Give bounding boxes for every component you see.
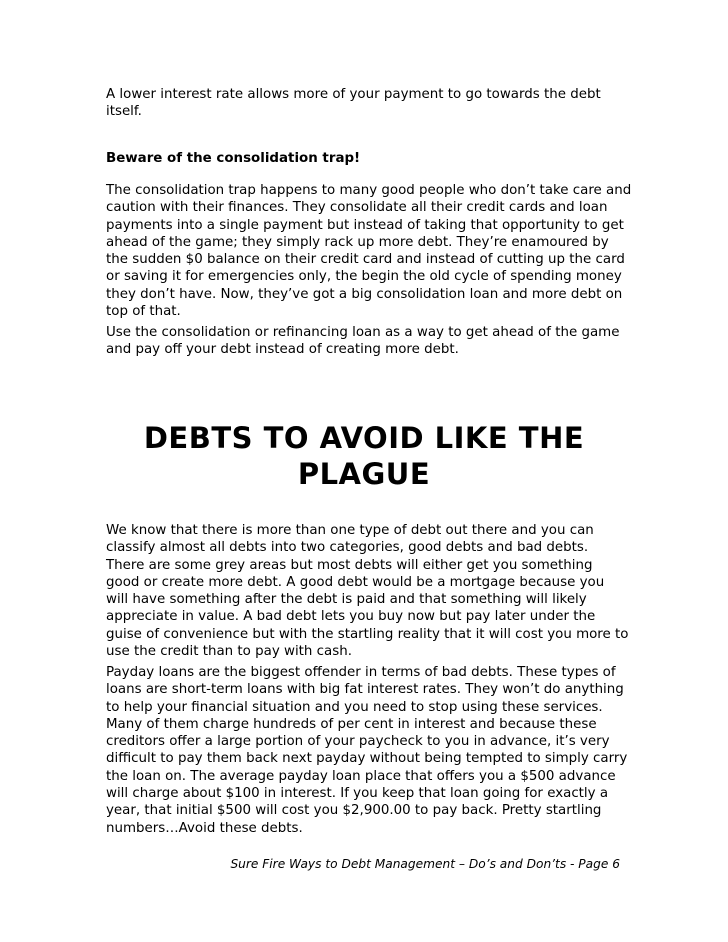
text-line: will have something after the debt is paid and that something will likely: [106, 592, 587, 608]
text-line: to help your financial situation and you need to stop using these services.: [106, 699, 603, 715]
heading-line: PLAGUE: [297, 457, 431, 491]
text-line: ahead of the game; they simply rack up more debt. They’re enamoured by: [106, 234, 609, 250]
text-line: A lower interest rate allows more of your payment to go towards the debt: [106, 87, 601, 102]
text-line: the loan on. The average payday loan place that offers you a $500 advance: [106, 768, 616, 784]
text-line: There are some grey areas but most debts will either get you something: [106, 557, 593, 573]
page-footer: Sure Fire Ways to Debt Management – Do’s and Don’ts - Page 6: [230, 857, 620, 871]
text-line: top of that.: [106, 304, 181, 320]
text-line: caution with their finances. They consolidate all their credit cards and loan: [106, 200, 608, 216]
text-line: Payday loans are the biggest offender in terms of bad debts. These types of: [106, 665, 616, 680]
text-line: use the credit than to pay with cash.: [106, 644, 352, 660]
text-line: numbers…Avoid these debts.: [106, 820, 303, 836]
text-line: difficult to pay them back next payday without being tempted to simply carry: [106, 751, 628, 767]
text-line: creditors offer a large portion of your paycheck to you in advance, it’s very: [106, 734, 610, 750]
text-line: loans are short-term loans with big fat interest rates. They won’t do anything: [106, 682, 624, 698]
text-line: they don’t have. Now, they’ve got a big consolidation loan and more debt on: [106, 286, 623, 302]
text-line: Many of them charge hundreds of per cent in interest and because these: [106, 716, 597, 732]
text-line: The consolidation trap happens to many good people who don’t take care and: [106, 183, 632, 198]
text-line: itself.: [106, 104, 142, 120]
text-line: will charge about $100 in interest. If you keep that loan going for exactly a: [106, 786, 609, 802]
subheading-consolidation-trap: Beware of the consolidation trap!: [106, 151, 361, 166]
text-line: guise of convenience but with the startling reality that it will cost you more to: [106, 626, 629, 642]
text-line: appreciate in value. A bad debt lets you buy now but pay later under the: [106, 609, 596, 625]
text-line: payments into a single payment but instead of taking that opportunity to get: [106, 217, 624, 233]
text-line: We know that there is more than one type of debt out there and you can: [106, 523, 594, 538]
heading-line: DEBTS TO AVOID LIKE THE: [143, 421, 585, 455]
paragraph-consolidation-trap: [106, 182, 632, 320]
section-heading-debts-to-avoid: [0, 420, 728, 492]
paragraph-payday-loans: [106, 664, 626, 837]
paragraph-refinancing: [106, 324, 626, 359]
paragraph-interest-rate: [106, 86, 626, 121]
text-line: or saving it for emergencies only, the begin the old cycle of spending money: [106, 269, 622, 285]
text-line: Use the consolidation or refinancing loan as a way to get ahead of the game: [106, 325, 620, 340]
text-line: good or create more debt. A good debt would be a mortgage because you: [106, 574, 605, 590]
text-line: and pay off your debt instead of creating more debt.: [106, 342, 459, 358]
text-line: classify almost all debts into two categories, good debts and bad debts.: [106, 540, 589, 556]
text-line: the sudden $0 balance on their credit card and instead of cutting up the card: [106, 252, 625, 268]
text-line: year, that initial $500 will cost you $2,900.00 to pay back. Pretty startling: [106, 803, 602, 819]
paragraph-good-bad-debts: [106, 522, 629, 660]
